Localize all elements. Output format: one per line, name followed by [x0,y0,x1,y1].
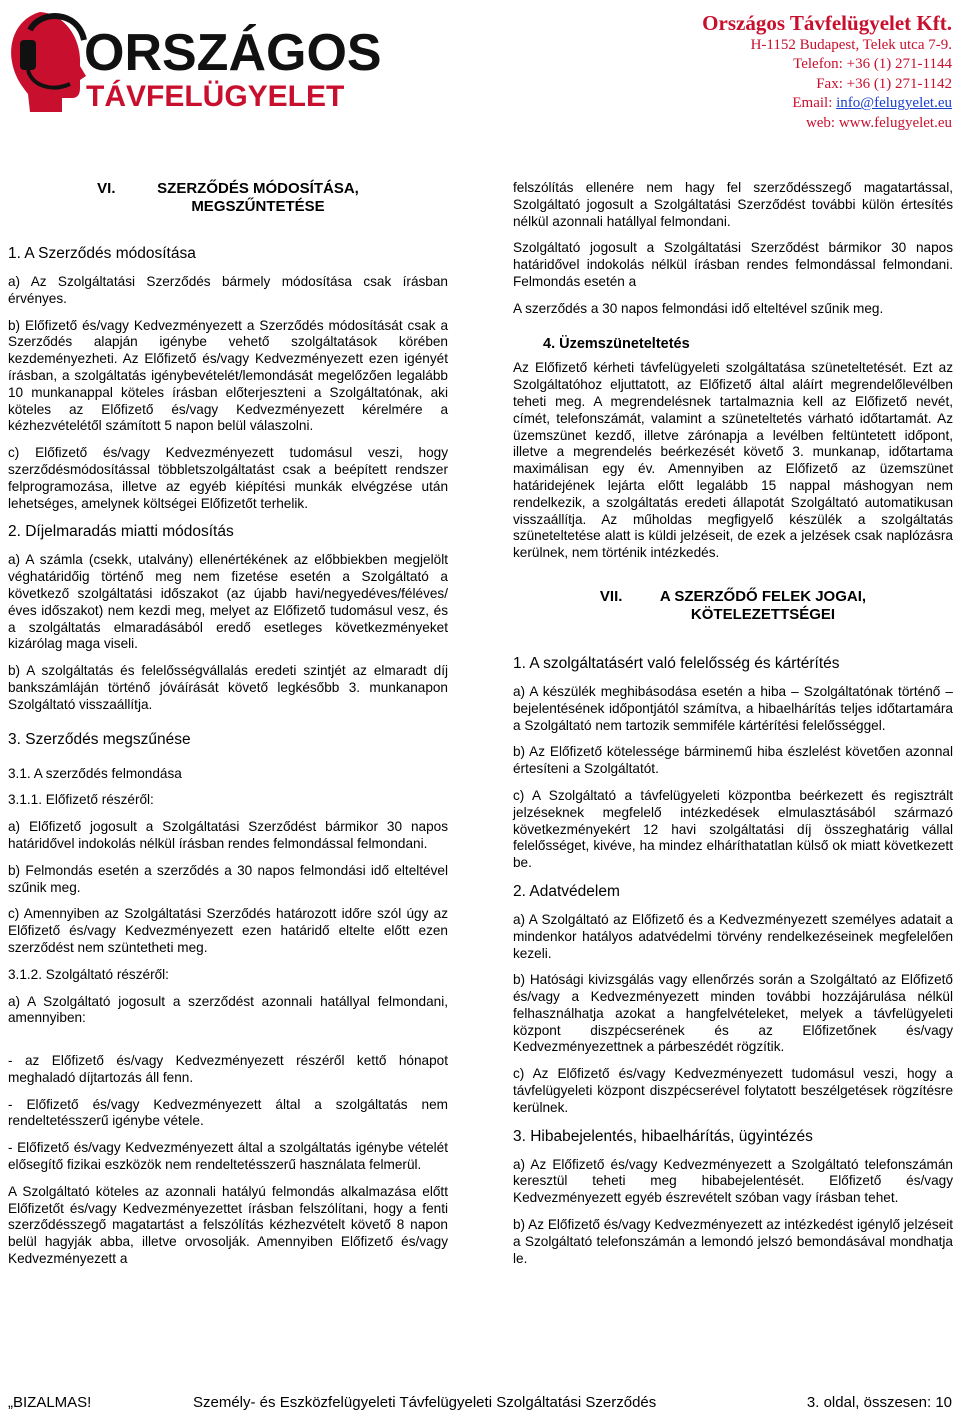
paragraph: c) Amennyiben az Szolgáltatási Szerződés határozott időre szól úgy az Előfizető és/vagy Kedvezményezett ezen határidő eltelte előtt ezen szerződést nem szüntetheti meg. [8,906,448,955]
chapter-heading-vii [513,588,953,624]
paragraph: A szerződés a 30 napos felmondási idő elteltével szűnik meg. [513,300,884,316]
chapter-title-line1: SZERZŐDÉS MÓDOSÍTÁSA, [157,180,359,197]
subsection-title: 3.1.1. Előfizető részéről: [8,792,154,808]
chapter-title-line1: A SZERZŐDŐ FELEK JOGAI, [659,587,867,605]
paragraph: c) Előfizető és/vagy Kedvezményezett tudomásul veszi, hogy szerződésmódosítással többletszolgáltatást csak a beépített rendszer felprogramozása, illetve az egyéb kiépítési munkák elvégzése után lehetséges, amelynek költségei Előfizetőt terhelik. [8,445,448,511]
paragraph: c) A Szolgáltató a távfelügyeleti központba beérkezett és regisztrált jelzéseknek megfelelő intézkedések elmulasztásából származó következményekért 12 havi szolgáltatási díj összeghatárig vállal felelősséget, kivéve, ha mindez elháríthatatlan külső ok miatt következett be. [513,787,953,871]
paragraph: a) Előfizető jogosult a Szolgáltatási Szerződést bármikor 30 napos határidővel indokolás nélkül írásban rendes felmondással felmondani. [8,819,448,851]
company-info [702,10,952,133]
section-title: 1. A Szerződés módosítása [8,245,196,262]
chapter-number: VI. [97,180,116,197]
footer-page-number: 3. oldal, összesen: 10 [806,1394,952,1411]
section-title: 3. Hibabejelentés, hibaelhárítás, ügyintézés [513,1127,813,1145]
paragraph: A Szolgáltató köteles az azonnali hatályú felmondás alkalmazása előtt Előfizetőt és/vagy Kedvezményezettet írásban felszólítani, hogy a fenti szerződésszegő magatartást a felszólítás kézhezvételt követő 8 napon belül hagyják abba, illetve orvosolják. Amennyiben Előfizető és/vagy Kedvezményezett a [8,1183,448,1267]
chapter-heading-vi [8,180,448,216]
headset-ear-icon [20,40,36,70]
left-column [8,180,448,1278]
section-title: 2. Díjelmaradás miatti módosítás [8,523,234,541]
company-fax: Fax: +36 (1) 271-1142 [816,75,952,92]
section-title: 4. Üzemszüneteltetés [543,335,690,352]
paragraph: b) Hatósági kivizsgálás vagy ellenőrzés során a Szolgáltató az Előfizető és/vagy a Kedvezményezett minden további hozzájárulása nélkül felhasználhatja azokat a hangfelvételeket, melyek a távfelügyeleti központ diszpécserének és az Előfizetőnek és/vagy Kedvezményezettnek a párbeszédét rögzítik. [513,972,953,1055]
paragraph: b) Az Előfizető és/vagy Kedvezményezett az intézkedést igénylő jelzéseit a Szolgáltató telefonszámán a lemondó jelszó bemondásával mondhatja le. [513,1217,953,1266]
company-email-row [702,94,952,113]
paragraph: a) A Szolgáltató az Előfizető és a Kedvezményezett személyes adatait a mindenkor hatályos adatvédelmi törvény rendelkezéseinek megfelelően kezeli. [513,911,953,961]
chapter-title-line2: KÖTELEZETTSÉGEI [690,605,836,623]
paragraph: b) A szolgáltatás és felelősségvállalás eredeti szintjét az elmaradt díj bankszámláján történő jóváírását követő legkésőbb 3. munkanapon Szolgáltató visszaállítja. [8,663,448,712]
subsection-title: 3.1.2. Szolgáltató részéről: [8,966,169,982]
company-logo [0,0,382,118]
company-name: Országos Távfelügyelet Kft. [702,11,952,35]
section-title: 2. Adatvédelem [513,882,620,900]
paragraph: c) Az Előfizető és/vagy Kedvezményezett tudomásul veszi, hogy a távfelügyeleti központ diszpécserével folytatott beszélgetések rögzítésre kerülnek. [513,1066,953,1115]
logo-text-line2: TÁVFELÜGYELET [86,80,345,113]
list-item: - Előfizető és/vagy Kedvezményezett által a szolgáltatás nem rendeltetésszerű igénybe vétele. [8,1096,448,1129]
right-column [513,180,953,1277]
company-phone: Telefon: +36 (1) 271-1144 [793,56,952,73]
subsection-title: 3.1. A szerződés felmondása [8,765,182,781]
section-title: 1. A szolgáltatásért való felelősség és kártérítés [513,654,840,672]
paragraph: a) Az Szolgáltatási Szerződés bármely módosítása csak írásban érvényes. [8,274,448,306]
paragraph: Szolgáltató jogosult a Szolgáltatási Szerződést bármikor 30 napos határidővel indokolás nélkül írásban rendes felmondással felmondani. Felmondás esetén a [513,240,953,289]
chapter-title-line2: MEGSZŰNTETÉSE [191,198,325,215]
paragraph: a) A készülék meghibásodása esetén a hiba – Szolgáltatónak történő – bejelentésének időpontjától számítva, a hibaelhárítás teljes időtartamára a Szolgáltató nem tartozik semmiféle kártérítési felelősséggel. [513,683,953,733]
footer-document-title: Személy- és Eszközfelügyeleti Távfelügyeleti Szolgáltatási Szerződés [193,1394,657,1411]
footer-confidential: „BIZALMAS! [8,1394,92,1411]
list-item: - az Előfizető és/vagy Kedvezményezett részéről kettő hónapot meghaladó díjtartozás áll fenn. [8,1053,448,1085]
list-item: - Előfizető és/vagy Kedvezményezett által a szolgáltatás igénybe vételét elősegítő fizikai eszközök nem rendeltetésszerű használata felmerül. [8,1140,448,1173]
paragraph: felszólítás ellenére nem hagy fel szerződésszegő magatartással, Szolgáltató jogosult a Szolgáltatási Szerződést további külön értesítés nélkül azonnali hatállyal felmondani. [513,180,953,229]
email-link[interactable]: info@felugyelet.eu [836,95,952,112]
paragraph: Az Előfizető kérheti távfelügyeleti szolgáltatása szüneteltetését. Ezt az Szolgáltatóhoz eljuttatott, az Előfizető által aláírt megrendelőlevélben teheti meg. A megrendelésnek tartalmaznia kell az Előfizető nevét, címét, telefonszámát, valamint a szüneteltetés várható időtartamát. Az üzemszünet kezdő, illetve zárónapja a levélben feltüntetett időpont, illetve a megrendelés beérkezését követő 3. munkanap, időtartama maximálisan egy év. Amennyiben az Előfizető az üzemszünet határidejének lejárta előtt legalább 15 nappal máshogyan nem rendelkezik, a szolgáltatás eredeti állapotát Szolgáltató automatikusan visszaállítja. Az műholdas megfigyelő készülék a szolgáltatás szüneteltetése alatt is küldi jelzéseit, de ezek a jelzések csak naplózásra kerülnek, nem történik intézkedés. [513,360,953,561]
section-title: 3. Szerződés megszűnése [8,730,191,748]
company-web: web: www.felugyelet.eu [805,114,952,131]
paragraph: b) Előfizető és/vagy Kedvezményezett a Szerződés módosítását csak a Szerződés alapján igénybe vehető szolgáltatások körében kezdeményezheti. Az Előfizető és/vagy Kedvezményezett ezen igényét írásban, a szolgáltatás igénybevételét/lemondását megelőzően legalább 10 munkanappal köteles írásban előterjeszteni a Szolgáltatónak, aki köteles az Előfizető és/vagy Kedvezményezett kérelmére a kézhezvételétől számított 5 napon belül válaszolni. [8,317,448,434]
company-address: H-1152 Budapest, Telek utca 7-9. [750,37,952,53]
paragraph: b) Az Előfizető kötelessége bárminemű hiba észlelést követően azonnal értesíteni a Szolgáltatót. [513,744,953,777]
logo-graphic [0,0,382,118]
logo-text-line1: ORSZÁGOS [84,24,382,82]
chapter-number: VII. [599,587,623,605]
paragraph: a) Az Előfizető és/vagy Kedvezményezett a Szolgáltató telefonszámán keresztül teheti meg hibabejelentését. Előfizető és/vagy Kedvezményezett egyéb észrevételt szóban vagy írásban tehet. [513,1156,953,1206]
email-label: Email: [792,95,837,112]
paragraph: a) A számla (csekk, utalvány) ellenértékének az előbbiekben megjelölt véghatáridőig történő meg nem fizetése esetén a Szolgáltató a következő szolgáltatási időszakot (az újabb havi/negyedéves/féléves/éves időszakot) nem kezdi meg, melyet az Előfizető tudomásul vesz, és a szolgáltatás elmaradásából eredő esetleges következményeket kizárólag maga viseli. [8,552,448,652]
paragraph: b) Felmondás esetén a szerződés a 30 napos felmondási idő elteltével szűnik meg. [8,862,448,895]
paragraph: a) A Szolgáltató jogosult a szerződést azonnali hatállyal felmondani, amennyiben: [8,993,448,1026]
